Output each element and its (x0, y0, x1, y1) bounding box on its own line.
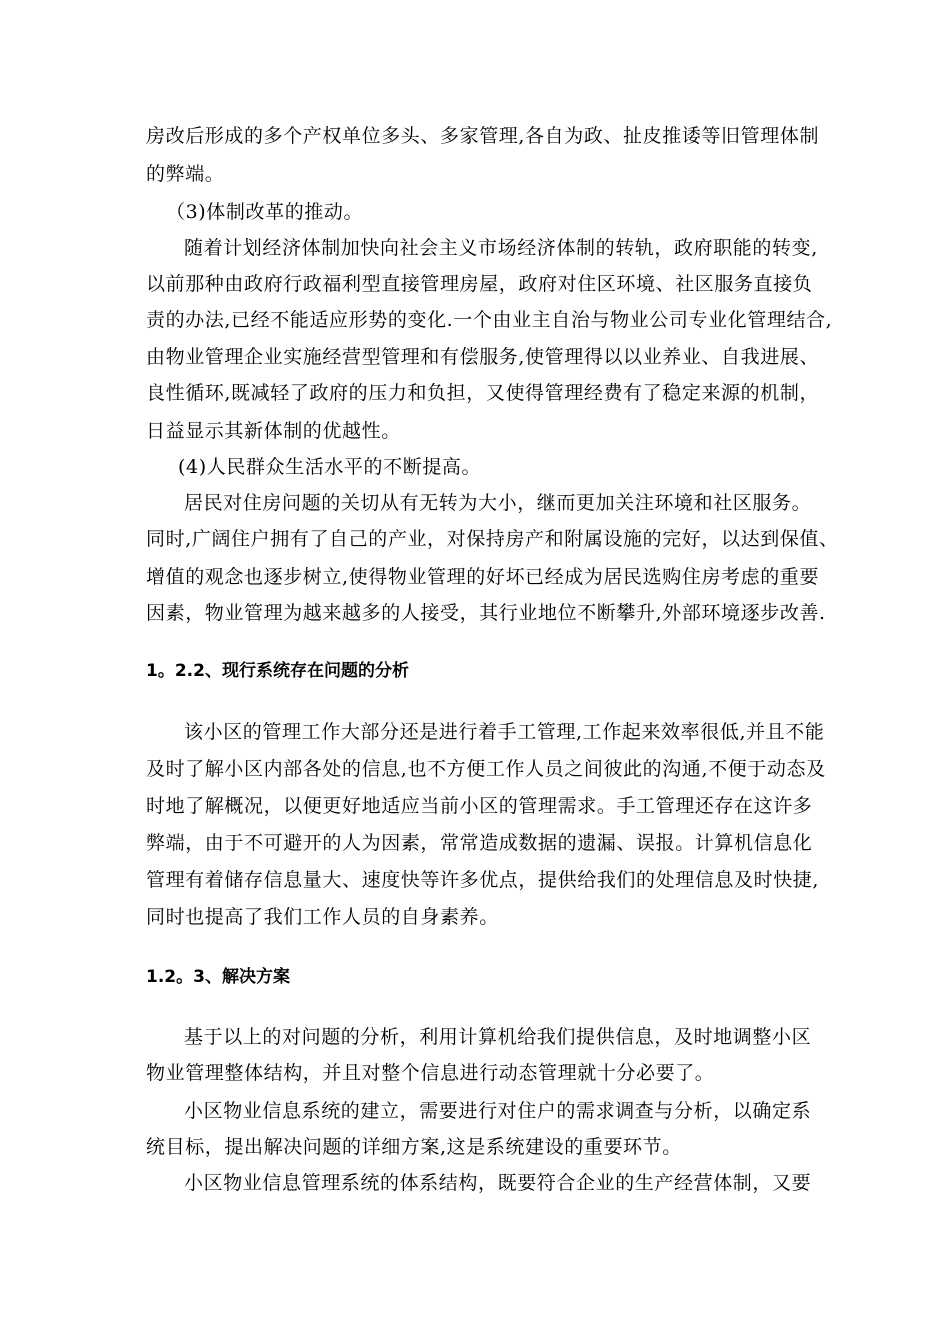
paragraph-line: 同时也提高了我们工作人员的自身素养。 (146, 906, 499, 928)
paragraph-line: 因素，物业管理为越来越多的人接受，其行业地位不断攀升,外部环境逐步改善. (146, 602, 826, 624)
paragraph-line: 时地了解概况，以便更好地适应当前小区的管理需求。手工管理还存在这许多 (146, 795, 813, 817)
paragraph-line: 同时,广阔住户拥有了自己的产业，对保持房产和附属设施的完好，以达到保值、 (146, 528, 839, 550)
paragraph-line: 小区物业信息系统的建立，需要进行对住户的需求调查与分析，以确定系 (184, 1100, 812, 1122)
paragraph-line: 小区物业信息管理系统的体系结构，既要符合企业的生产经营体制，又要 (184, 1172, 812, 1194)
paragraph-line: （3)体制改革的推动。 (166, 201, 364, 223)
paragraph-line: 责的办法,已经不能适应形势的变化.一个由业主自治与物业公司专业化管理结合, (146, 309, 833, 331)
paragraph-line: 居民对住房问题的关切从有无转为大小，继而更加关注环境和社区服务。 (184, 492, 812, 514)
paragraph-line: 及时了解小区内部各处的信息,也不方便工作人员之间彼此的沟通,不便于动态及 (146, 758, 826, 780)
paragraph-line: 良性循环,既减轻了政府的压力和负担，又使得管理经费有了稳定来源的机制， (146, 382, 820, 404)
paragraph-line: 物业管理整体结构，并且对整个信息进行动态管理就十分必要了。 (146, 1062, 715, 1084)
paragraph-line: 房改后形成的多个产权单位多头、多家管理,各自为政、扯皮推诿等旧管理体制 (146, 125, 820, 147)
paragraph-line: 以前那种由政府行政福利型直接管理房屋，政府对住区环境、社区服务直接负 (146, 273, 813, 295)
section-heading: 1.2。3、解决方案 (146, 967, 290, 987)
paragraph-line: (4)人民群众生活水平的不断提高。 (178, 456, 482, 478)
paragraph-line: 管理有着储存信息量大、速度快等许多优点，提供给我们的处理信息及时快捷, (146, 869, 820, 891)
paragraph-line: 弊端，由于不可避开的人为因素，常常造成数据的遗漏、误报。计算机信息化 (146, 832, 813, 854)
paragraph-line: 随着计划经济体制加快向社会主义市场经济体制的转轨，政府职能的转变, (184, 237, 818, 259)
section-heading: 1。2.2、现行系统存在问题的分析 (146, 661, 409, 681)
paragraph-line: 由物业管理企业实施经营型管理和有偿服务,使管理得以以业养业、自我进展、 (146, 346, 820, 368)
paragraph-line: 该小区的管理工作大部分还是进行着手工管理,工作起来效率很低,并且不能 (184, 721, 825, 743)
paragraph-line: 统目标，提出解决问题的详细方案,这是系统建设的重要环节。 (146, 1136, 682, 1158)
paragraph-line: 日益显示其新体制的优越性。 (146, 420, 401, 442)
paragraph-line: 基于以上的对问题的分析，利用计算机给我们提供信息，及时地调整小区 (184, 1026, 812, 1048)
paragraph-line: 增值的观念也逐步树立,使得物业管理的好坏已经成为居民选购住房考虑的重要 (146, 566, 820, 588)
paragraph-line: 的弊端。 (146, 163, 225, 185)
